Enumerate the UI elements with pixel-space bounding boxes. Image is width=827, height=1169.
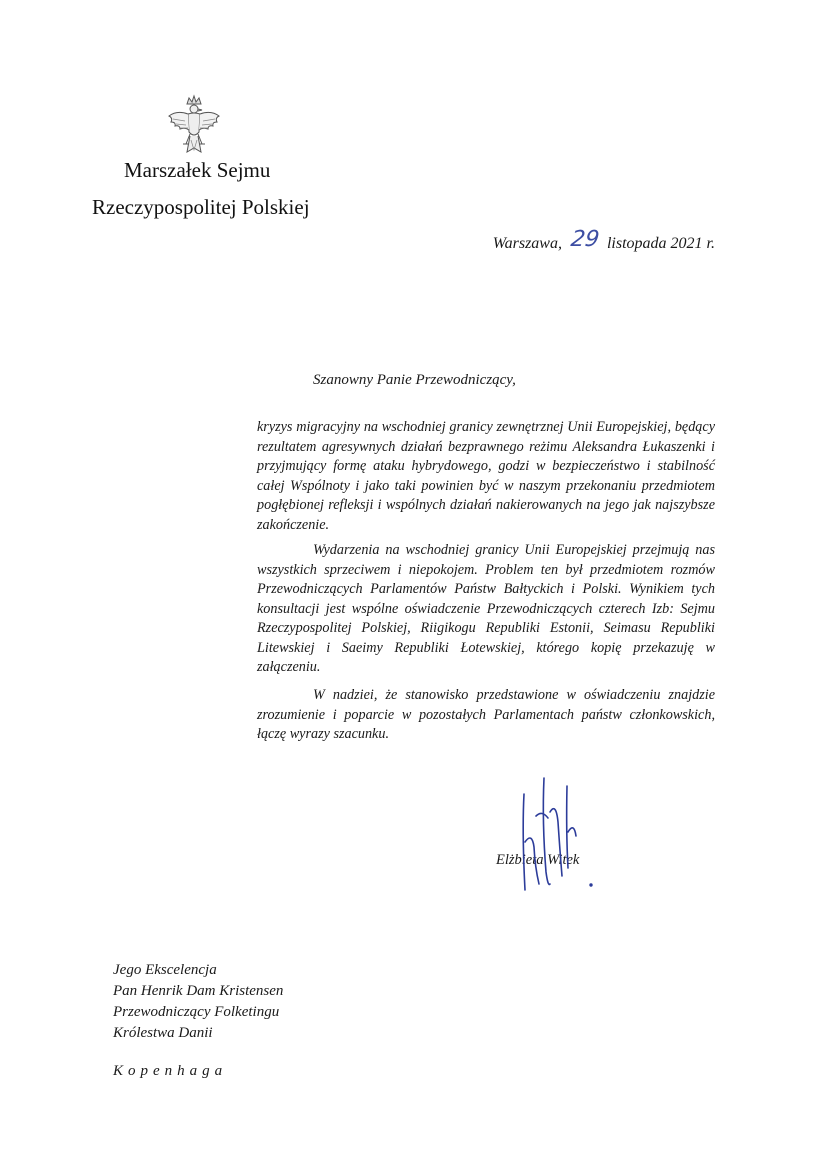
recipient-line-2: Pan Henrik Dam Kristensen xyxy=(113,983,284,999)
office-title-line-2: Rzeczypospolitej Polskiej xyxy=(92,195,310,219)
recipient-address xyxy=(113,960,283,1044)
letter-date xyxy=(493,229,715,254)
body-paragraph-3: W nadziei, że stanowisko przedstawione w oświadczeniu znajdzie zrozumienie i poparcie w pozostałych Parlamentach państw członkowskich, łączę wyrazy szacunku. xyxy=(257,687,715,742)
recipient-line-1: Jego Ekscelencja xyxy=(113,962,217,978)
office-title-line-1: Marszałek Sejmu xyxy=(124,158,271,182)
recipient-line-4: Królestwa Danii xyxy=(113,1025,213,1041)
polish-eagle-emblem-icon xyxy=(165,94,223,158)
date-city: Warszawa, xyxy=(492,235,562,252)
body-paragraph-2: Wydarzenia na wschodniej granicy Unii Europejskiej przejmują nas wszystkich sprzeciwem i niepokojem. Problem ten był przedmiotem rozmów Przewodniczących Parlamentów Państw Bałtyckich i Polski. Wynikiem tych konsultacji jest wspólne oświadczenie Przewodniczących czterech Izb: Sejmu Rzeczypospolitej Polskiej, Riigikogu Republiki Estonii, Seimasu Republiki Litewskiej i Saeimy Republiki Łotewskiej, którego kopię przekazuję w załączeniu. xyxy=(257,542,715,675)
date-day-handwritten: 29 xyxy=(569,227,601,252)
body-paragraph-1: kryzys migracyjny na wschodniej granicy zewnętrznej Unii Europejskiej, będący rezultatem agresywnych działań bezprawnego reżimu Aleksandra Łukaszenki i przyjmujący formę ataku hybrydowego, godzi w bezpieczeństwo i stabilność całej Wspólnoty i jako taki powinien być w naszym przekonaniu przedmiotem pogłębionej refleksji i wspólnych działań nakierowanych na jego jak najszybsze zakończenie. xyxy=(257,419,715,533)
date-month-year: listopada 2021 r. xyxy=(606,235,715,252)
salutation: Szanowny Panie Przewodniczący, xyxy=(313,372,516,388)
recipient-city: Kopenhaga xyxy=(113,1063,228,1079)
recipient-line-3: Przewodniczący Folketingu xyxy=(113,1004,280,1020)
handwritten-signature xyxy=(512,772,602,897)
signatory-name: Elżbieta Witek xyxy=(496,852,580,868)
